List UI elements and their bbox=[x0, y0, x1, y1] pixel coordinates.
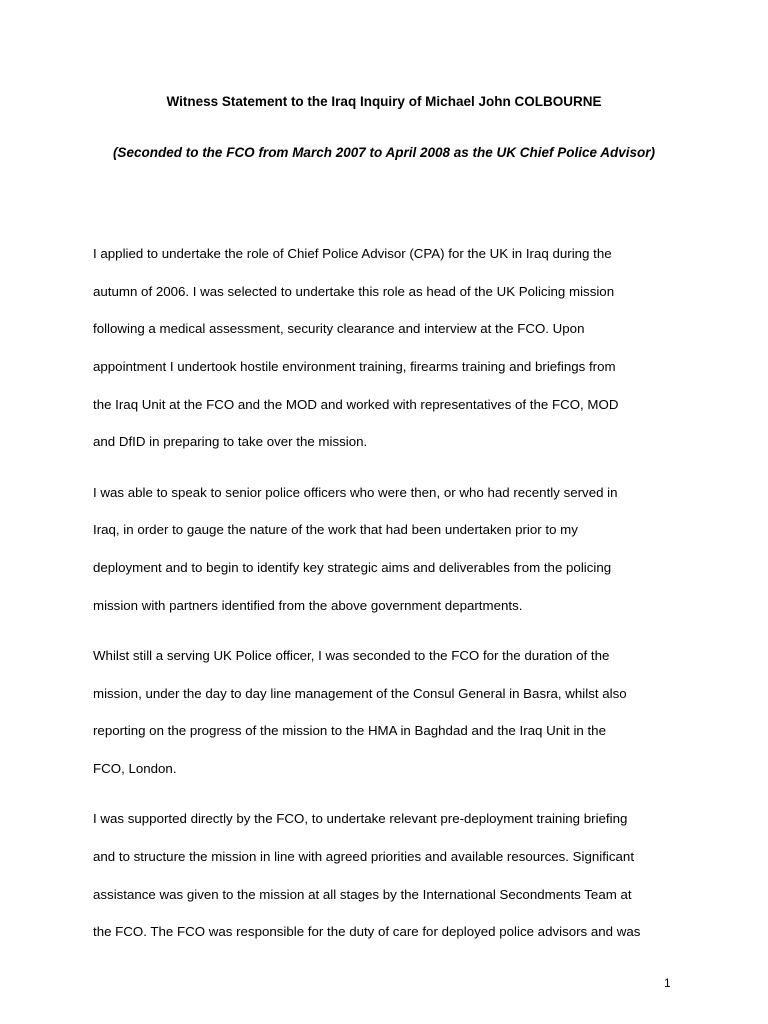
text-line: reporting on the progress of the mission to the HMA in Baghdad and the Iraq Unit in the bbox=[93, 723, 606, 739]
text-line: I was able to speak to senior police officers who were then, or who had recently served in bbox=[93, 484, 618, 500]
document-title: Witness Statement to the Iraq Inquiry of Michael John COLBOURNE bbox=[166, 94, 602, 109]
document-subtitle: (Seconded to the FCO from March 2007 to April 2008 as the UK Chief Police Advisor) bbox=[112, 145, 656, 160]
page-number: 1 bbox=[664, 976, 671, 990]
text-line: autumn of 2006. I was selected to undertake this role as head of the UK Policing mission bbox=[93, 283, 615, 299]
text-line: the Iraq Unit at the FCO and the MOD and worked with representatives of the FCO, MOD bbox=[93, 396, 619, 412]
paragraph-1 bbox=[93, 244, 693, 470]
text-line: and DfID in preparing to take over the mission. bbox=[93, 434, 368, 450]
document-body bbox=[93, 244, 693, 972]
text-line: I applied to undertake the role of Chief Police Advisor (CPA) for the UK in Iraq during the bbox=[93, 246, 612, 261]
text-line: mission with partners identified from the above government departments. bbox=[93, 597, 523, 613]
text-line: the FCO. The FCO was responsible for the duty of care for deployed police advisors and was bbox=[93, 924, 641, 940]
text-line: FCO, London. bbox=[93, 760, 177, 776]
text-line: mission, under the day to day line management of the Consul General in Basra, whilst also bbox=[93, 685, 627, 701]
text-line: Iraq, in order to gauge the nature of the work that had been undertaken prior to my bbox=[93, 522, 578, 538]
text-line: and to structure the mission in line with agreed priorities and available resources. Significant bbox=[93, 848, 635, 864]
text-line: Whilst still a serving UK Police officer, I was seconded to the FCO for the duration of the bbox=[93, 647, 610, 663]
text-line: appointment I undertook hostile environment training, firearms training and briefings from bbox=[93, 359, 616, 375]
text-line: deployment and to begin to identify key strategic aims and deliverables from the policing bbox=[93, 560, 612, 575]
text-line: assistance was given to the mission at all stages by the International Secondments Team at bbox=[93, 886, 632, 902]
paragraph-4 bbox=[93, 809, 693, 960]
text-line: I was supported directly by the FCO, to undertake relevant pre-deployment training briefing bbox=[93, 811, 628, 827]
paragraph-3 bbox=[93, 646, 693, 797]
paragraph-2 bbox=[93, 483, 693, 634]
text-line: following a medical assessment, security clearance and interview at the FCO. Upon bbox=[93, 321, 585, 337]
